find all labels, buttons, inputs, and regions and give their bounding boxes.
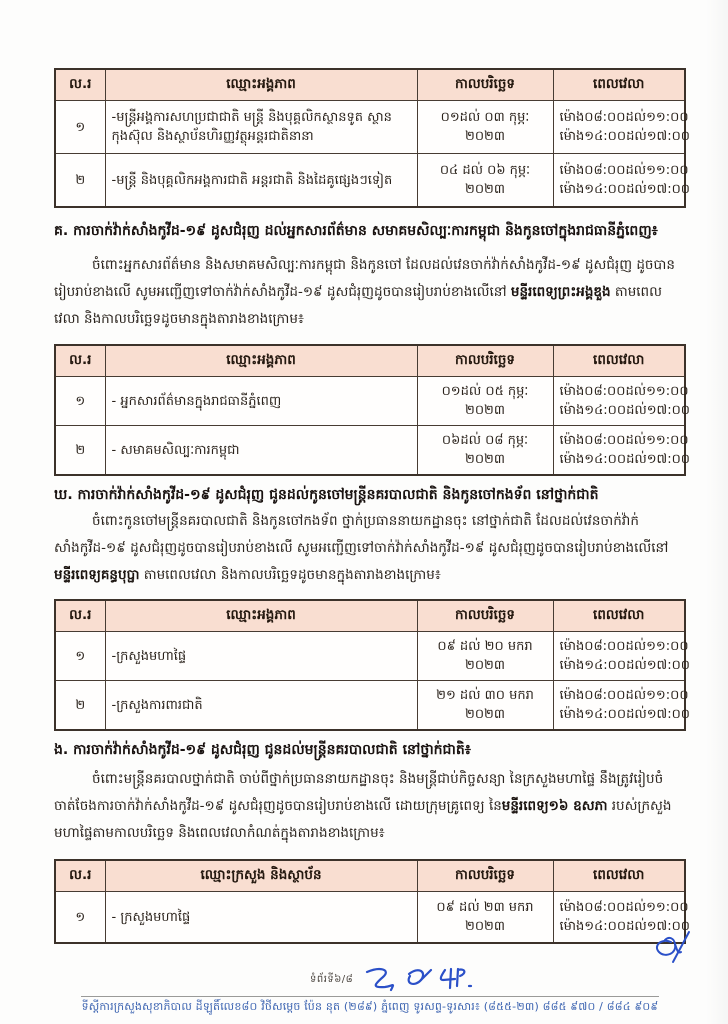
header-unit-name: ឈ្មោះអង្គភាព [105,600,417,632]
header-no: ល.រ [55,345,105,377]
cell-time [553,681,691,731]
table-header-row [55,860,685,892]
footer-address: ទីស្តីការក្រសួងសុខាភិបាល ដីឡូតិ៍លេខ៨០ វិថីសម្តេច ប៉ែន នុត (២៨៩) ភ្នំពេញ ទូរសព្ទ-ទូរសារ៖ (៨៥៥-២៣) ៨៨៥ ៩៧០ / ៨៨៤ ៩០៩ [81,1000,659,1013]
header-date: កាលបរិច្ឆេទ [417,345,553,377]
cell-unit-name: -ក្រសួងការពារជាតិ [105,681,417,731]
page-number-note: ទំព័រទី៦/៨ [310,973,354,985]
table-row [55,426,685,476]
time-line-morning: ម៉ោង០៨:០០ដល់១១:០០ [559,639,689,654]
time-line-afternoon: ម៉ោង១៤:០០ដល់១៧:០០ [559,129,691,144]
time-line-afternoon: ម៉ោង១៤:០០ដល់១៧:០០ [559,919,691,934]
section-paragraph [54,508,686,589]
cell-date: ០១ដល់ ០៥ កុម្ភៈ ២០២៣ [417,377,553,426]
table-row [55,632,685,681]
hospital-name-bold: មន្ទីរពេទ្យគន្ធបុប្ផា [54,567,140,583]
handwritten-initials-icon [361,964,481,994]
header-time: ពេលវេលា [553,860,685,892]
header-no: ល.រ [55,600,105,632]
paragraph-text: ចំពោះអ្នកសារព័ត៌មាន និងសមាគមសិល្បៈការកម្ពុជា និងកូនចៅ ដែលដល់វេនចាក់វ៉ាក់សាំងកូវីដ-១៩ ដូសជំរុញ ដូចបានរៀបរាប់ខាងលើ សូមអញ្ជើញទៅចាក់វ៉ាក់សាំងកូវីដ-១៩ ដូសជំរុញដូចបានរៀបរាប់ខាងលើនៅ [54,257,675,300]
time-line-morning: ម៉ោង០៨:០០ដល់១១:០០ [559,433,689,448]
cell-no: ១ [55,101,105,154]
schedule-table-police-army-children [54,599,691,731]
table-row [55,154,685,208]
cell-time [553,101,691,154]
cell-date: ០៤ ដល់ ០៦ កុម្ភៈ ២០២៣ [417,154,553,208]
cell-time [553,426,691,476]
cell-unit-name: -មន្ត្រី និងបុគ្គលិកអង្គការជាតិ អន្តរជាតិ និងដៃគូផ្សេងៗទៀត [105,154,417,208]
time-line-morning: ម៉ោង០៨:០០ដល់១១:០០ [559,110,689,125]
table-header-row [55,69,685,101]
table-header-row [55,345,685,377]
cell-date: ០១ដល់ ០៣ កុម្ភៈ ២០២៣ [417,101,553,154]
cell-date: ០៩ ដល់ ២៣ មករា ២០២៣ [417,892,553,944]
cell-unit-name: - អ្នកសារព័ត៌មានក្នុងរាជធានីភ្នំពេញ [105,377,417,426]
section-heading-ko: គ. ការចាក់វ៉ាក់សាំងកូវីដ-១៩ ដូសជំរុញ ដល់អ្នកសារព័ត៌មាន សមាគមសិល្បៈការកម្ពុជា និងកូនចៅក្នុងរាជធានីភ្នំពេញ៖ [54,223,658,239]
cell-no: ២ [55,681,105,731]
page-content [54,0,691,1016]
paragraph-text: ចំពោះកូនចៅមន្ត្រីនគរបាលជាតិ និងកូនចៅកងទ័ព ថ្នាក់ប្រធាននាយកដ្ឋានចុះ នៅថ្នាក់ជាតិ ដែលដល់វេនចាក់វ៉ាក់សាំងកូវីដ-១៩ ដូសជំរុញដូចបានរៀបរាប់ខាងលើ សូមអញ្ជើញទៅចាក់វ៉ាក់សាំងកូវីដ-១៩ ដូសជំរុញដូចបានរៀបរាប់ខាងលើនៅ [54,513,669,556]
schedule-table-media-artists [54,344,691,476]
hospital-name-bold: មន្ទីរពេទ្យព្រះអង្គឌួង [510,284,611,300]
time-line-morning: ម៉ោង០៨:០០ដល់១១:០០ [559,900,689,915]
footer-divider [81,996,659,997]
paragraph-text: តាមពេលវេលា និងកាលបរិច្ឆេទដូចមានក្នុងតារាងខាងក្រោម៖ [54,284,662,327]
table-header-row [55,600,685,632]
cell-ministry-name: - ក្រសួងមហាផ្ទៃ [105,892,417,944]
header-no: ល.រ [55,860,105,892]
cell-date: ២១ ដល់ ៣០ មករា ២០២៣ [417,681,553,731]
header-time: ពេលវេលា [553,600,685,632]
header-date: កាលបរិច្ឆេទ [417,69,553,101]
cell-unit-name: -ក្រសួងមហាផ្ទៃ [105,632,417,681]
table-row [55,101,685,154]
time-line-afternoon: ម៉ោង១៤:០០ដល់១៧:០០ [559,452,691,467]
section-paragraph [54,766,686,847]
handwritten-signature-icon [645,928,705,973]
section-heading-kho: ឃ. ការចាក់វ៉ាក់សាំងកូវីដ-១៩ ដូសជំរុញ ជូនដល់កូនចៅមន្ត្រីនគរបាលជាតិ និងកូនចៅកងទ័ព នៅថ្នាក់ជាតិ [54,487,599,503]
paragraph-text: តាមពេលវេលា និងកាលបរិច្ឆេទដូចមានក្នុងតារាងខាងក្រោម៖ [139,567,441,583]
cell-time [553,377,691,426]
time-line-afternoon: ម៉ោង១៤:០០ដល់១៧:០០ [559,403,691,418]
header-time: ពេលវេលា [553,345,685,377]
table-row [55,377,685,426]
time-line-morning: ម៉ោង០៨:០០ដល់១១:០០ [559,384,689,399]
cell-no: ១ [55,632,105,681]
cell-no: ២ [55,154,105,208]
cell-date: ០៩ ដល់ ២០ មករា ២០២៣ [417,632,553,681]
time-line-morning: ម៉ោង០៨:០០ដល់១១:០០ [559,163,689,178]
section-heading-ngo: ង. ការចាក់វ៉ាក់សាំងកូវីដ-១៩ ដូសជំរុញ ជូនដល់មន្ត្រីនគរបាលជាតិ នៅថ្នាក់ជាតិ៖ [54,742,471,758]
schedule-table-interior-ministry [54,859,691,944]
schedule-table-un-embassy [54,68,691,208]
time-line-afternoon: ម៉ោង១៤:០០ដល់១៧:០០ [559,658,691,673]
cell-time [553,154,691,208]
handwriting-row [54,964,686,994]
header-date: កាលបរិច្ឆេទ [417,600,553,632]
header-time: ពេលវេលា [553,69,685,101]
time-line-afternoon: ម៉ោង១៤:០០ដល់១៧:០០ [559,707,691,722]
cell-no: ២ [55,426,105,476]
section-paragraph [54,252,686,333]
header-date: កាលបរិច្ឆេទ [417,860,553,892]
table-row [55,681,685,731]
header-no: ល.រ [55,69,105,101]
header-ministry-name: ឈ្មោះក្រសួង និងស្ថាប័ន [105,860,417,892]
cell-unit-name: - សមាគមសិល្បៈការកម្ពុជា [105,426,417,476]
cell-date: ០៦ដល់ ០៨ កុម្ភៈ ២០២៣ [417,426,553,476]
table-row [55,892,685,944]
cell-no: ១ [55,892,105,944]
paragraph-text: ចំពោះមន្ត្រីនគរបាលថ្នាក់ជាតិ ចាប់ពីថ្នាក់ប្រធាននាយកដ្ឋានចុះ និងមន្ត្រីជាប់កិច្ចសន្យា នៃក្រសួងមហាផ្ទៃ នឹងត្រូវរៀបចំចាត់ចែងការចាក់វ៉ាក់សាំងកូវីដ-១៩ ដូសជំរុញដូចបានរៀបរាប់ខាងលើ ដោយក្រុមគ្រូពេទ្យ នៃ [54,771,664,814]
header-unit-name: ឈ្មោះអង្គភាព [105,69,417,101]
paragraph-text: របស់ក្រសួងមហាផ្ទៃតាមកាលបរិច្ឆេទ និងពេលវេលាកំណត់ក្នុងតារាងខាងក្រោម៖ [54,798,672,841]
time-line-afternoon: ម៉ោង១៤:០០ដល់១៧:០០ [559,182,691,197]
time-line-morning: ម៉ោង០៨:០០ដល់១១:០០ [559,688,689,703]
hospital-name-bold: មន្ទីរពេទ្យ១៦ ឧសភា [501,798,608,814]
cell-no: ១ [55,377,105,426]
cell-time [553,632,691,681]
cell-unit-name: -មន្ត្រីអង្គការសហប្រជាជាតិ មន្ត្រី និងបុគ្គលិកស្ថានទូត ស្ថានកុងស៊ុល និងស្ថាប័នហិរញ្ញវត្ថុអន្តរជាតិនានា [105,101,417,154]
header-unit-name: ឈ្មោះអង្គភាព [105,345,417,377]
